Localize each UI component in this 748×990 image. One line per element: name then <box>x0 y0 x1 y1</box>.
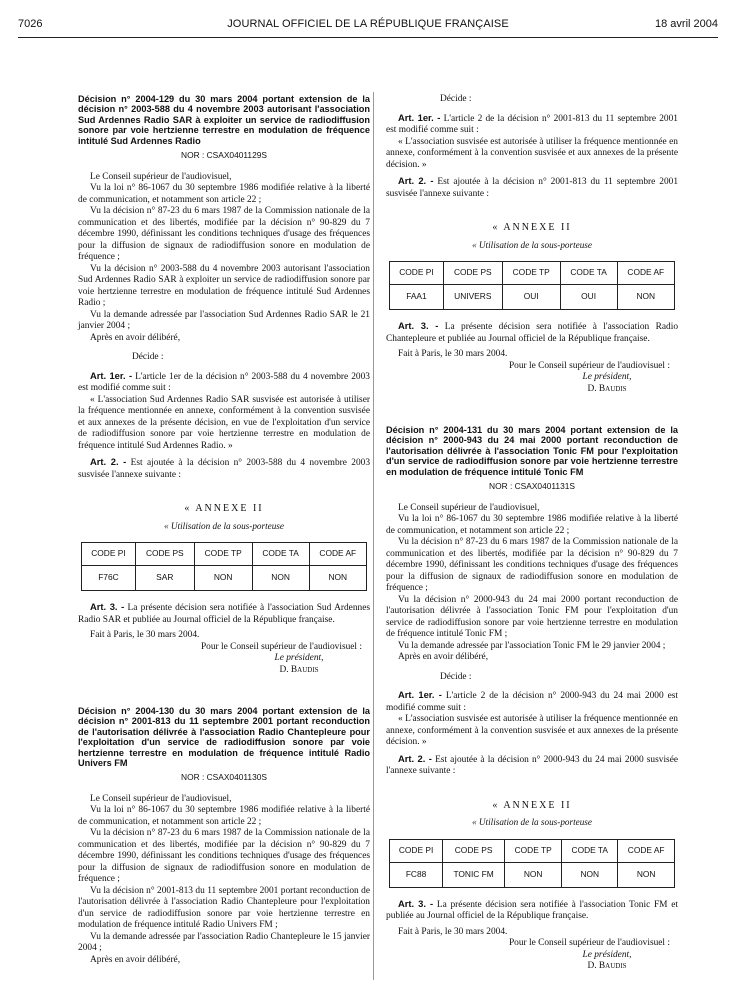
article-1 <box>386 112 678 137</box>
article-2 <box>386 175 678 200</box>
decision-2004-131 <box>386 425 678 973</box>
vu-2: Vu la décision n° 87-23 du 6 mars 1987 de la Commission nationale de la communication et des libertés, modifiée par la décision n° 90-829 du 7 décembre 1990, définissant les conditions techniques d'usage des fréquences pour la diffusion de signaux de radiodiffusion sonore en modulation de fréquence ; <box>386 537 678 594</box>
article-text: L'article 2 de la décision n° 2001-813 du 11 septembre 2001 est modifié comme suit : <box>386 113 678 135</box>
cell: FC88 <box>390 862 443 887</box>
article-label: Art. 1er. - <box>90 369 133 381</box>
cell: F76C <box>82 566 136 591</box>
intro: Le Conseil supérieur de l'audiovisuel, <box>90 171 232 182</box>
table-row <box>390 862 675 887</box>
vu-4: Vu la demande adressée par l'association Sud Ardennes Radio SAR le 21 janvier 2004 ; <box>78 309 370 332</box>
signature-name: D. Baudis <box>279 664 319 675</box>
deliberation: Après en avoir délibéré, <box>398 652 489 663</box>
col-header: CODE TA <box>562 839 618 862</box>
subcarrier-table <box>389 839 675 888</box>
vu-1: Vu la loi n° 86-1067 du 30 septembre 1986 modifiée relative à la liberté de communication, et notamment son article 22 ; <box>78 183 370 205</box>
table-row <box>82 566 367 591</box>
article-label: Art. 1er. - <box>398 111 441 123</box>
decision-2004-129 <box>78 94 370 676</box>
col-header: CODE AF <box>617 262 674 285</box>
article-text: Est ajoutée à la décision n° 2000-943 du 24 mai 2000 susvisée l'annexe suivante : <box>386 754 679 777</box>
signed-place-date: Fait à Paris, le 30 mars 2004. <box>90 630 200 641</box>
cell: OUI <box>502 285 560 310</box>
decision-2004-130 <box>78 706 370 966</box>
article-text: L'article 2 de la décision n° 2000-943 du 24 mai 2000 est modifié comme suit : <box>386 691 678 713</box>
vu-1: Vu la loi n° 86-1067 du 30 septembre 1986 modifiée relative à la liberté de communication, et notamment son article 22 ; <box>78 805 370 827</box>
cell: FAA1 <box>390 285 444 310</box>
annexe-heading: « ANNEXE II <box>492 799 572 811</box>
annexe-heading: « ANNEXE II <box>184 503 264 515</box>
decide: Décide : <box>440 671 472 682</box>
signature-role: Le président, <box>274 653 324 664</box>
col-header: CODE PS <box>135 543 194 566</box>
vu-3: Vu la décision n° 2000-943 du 24 mai 2000 portant reconduction de l'autorisation délivrée à l'association Tonic FM pour l'exploitation d'un service de radiodiffusion sonore par voie hertzienne terrestre en modulation de fréquence intitulé Tonic FM ; <box>386 594 678 640</box>
signature-council: Pour le Conseil supérieur de l'audiovisuel : <box>200 641 362 652</box>
cell: UNIVERS <box>443 285 502 310</box>
cell: NON <box>309 566 366 591</box>
subcarrier-table <box>81 542 367 591</box>
nor-reference: NOR : CSAX0401129S <box>181 150 267 161</box>
deliberation: Après en avoir délibéré, <box>90 332 181 343</box>
article-1-quote: « L'association Sud Ardennes Radio SAR susvisée est autorisée à utiliser la fréquence mentionnée en annexe, conformément à la convention susvisée et aux annexes de la présente décision, en vue de l'exploitation d'un service de radiodiffusion sonore par voie hertzienne terrestre en modulation de fréquence intitulé Sud Ardennes Radio. » <box>78 394 370 451</box>
signature-council: Pour le Conseil supérieur de l'audiovisuel : <box>508 938 670 949</box>
article-label: Art. 3. - <box>398 897 434 909</box>
article-3 <box>386 320 678 345</box>
signed-place-date: Fait à Paris, le 30 mars 2004. <box>398 926 508 937</box>
col-header: CODE PI <box>390 262 444 285</box>
col-header: CODE AF <box>309 543 366 566</box>
vu-3: Vu la décision n° 2001-813 du 11 septembre 2001 portant reconduction de l'autorisation délivrée à l'association Radio Chantepleure pour l'exploitation d'un service de radiodiffusion sonore par voie hertzienne terrestre en modulation de fréquence intitulé Radio Univers FM ; <box>78 885 370 931</box>
article-2 <box>386 753 678 778</box>
vu-2: Vu la décision n° 87-23 du 6 mars 1987 de la Commission nationale de la communication et des libertés, modifiée par la décision n° 90-829 du 7 décembre 1990, définissant les conditions techniques d'usage des fréquences pour la diffusion de signaux de radiodiffusion sonore en modulation de fréquence ; <box>78 206 370 263</box>
decision-title: Décision n° 2004-129 du 30 mars 2004 portant extension de la décision n° 2003-588 du 4 novembre 2003 autorisant l'association Sud Ardennes Radio SAR à exploiter un service de radiodiffusion sonore par voie hertzienne terrestre en modulation de fréquence intitulé Sud Ardennes Radio <box>78 94 370 146</box>
intro: Le Conseil supérieur de l'audiovisuel, <box>398 502 540 513</box>
decide: Décide : <box>440 94 472 104</box>
cell: NON <box>618 862 675 887</box>
cell: NON <box>194 566 252 591</box>
decision-title: Décision n° 2004-130 du 30 mars 2004 portant extension de la décision n° 2001-813 du 11 septembre 2001 portant reconduction de l'autorisation délivrée à l'association Radio Chantepleure pour l'exploitation d'un service de radiodiffusion sonore par voie hertzienne terrestre en modulation de fréquence intitulé Radio Univers FM <box>78 706 370 769</box>
table-header-row <box>390 262 675 285</box>
col-header: CODE PI <box>390 839 443 862</box>
col-header: CODE TP <box>194 543 252 566</box>
right-column <box>386 94 678 973</box>
article-1 <box>386 689 678 714</box>
article-label: Art. 3. - <box>398 320 439 331</box>
decision-2004-130-continued <box>386 94 678 395</box>
col-header: CODE PS <box>443 262 502 285</box>
annexe-subtitle: « Utilisation de la sous-porteuse <box>472 239 592 250</box>
cell: OUI <box>560 285 617 310</box>
article-label: Art. 1er. - <box>398 689 442 701</box>
intro: Le Conseil supérieur de l'audiovisuel, <box>90 793 232 804</box>
annexe-subtitle: « Utilisation de la sous-porteuse <box>164 520 284 531</box>
col-header: CODE AF <box>618 839 675 862</box>
col-header: CODE TA <box>252 543 309 566</box>
page-number: 7026 <box>18 18 43 30</box>
signed-place-date: Fait à Paris, le 30 mars 2004. <box>398 349 508 359</box>
cell: NON <box>617 285 674 310</box>
cell: NON <box>562 862 618 887</box>
annexe-subtitle: « Utilisation de la sous-porteuse <box>472 817 592 828</box>
vu-3: Vu la décision n° 2003-588 du 4 novembre 2003 autorisant l'association Sud Ardennes Radio SAR à exploiter un service de radiodiffusion sonore par voie hertzienne terrestre en modulation de fréquence intitulé Sud Ardennes Radio ; <box>78 263 370 309</box>
col-header: CODE PS <box>443 839 505 862</box>
vu-4: Vu la demande adressée par l'association Tonic FM le 29 janvier 2004 ; <box>398 640 666 651</box>
issue-date: 18 avril 2004 <box>655 18 718 30</box>
signature-role: Le président, <box>582 949 632 960</box>
header-rule <box>18 37 718 38</box>
article-1-quote: « L'association susvisée est autorisée à utiliser la fréquence mentionnée en annexe, conformément à la convention susvisée et aux annexes de la présente décision. » <box>386 714 678 748</box>
table-row <box>390 285 675 310</box>
article-text: La présente décision sera notifiée à l'association Tonic FM et publiée au Journal officiel de la République française. <box>386 899 679 922</box>
article-text: Est ajoutée à la décision n° 2001-813 du 11 septembre 2001 susvisée l'annexe suivante : <box>386 177 679 199</box>
col-header: CODE PI <box>82 543 136 566</box>
nor-reference: NOR : CSAX0401131S <box>489 481 575 492</box>
cell: NON <box>505 862 562 887</box>
nor-reference: NOR : CSAX0401130S <box>181 772 267 783</box>
article-text: La présente décision sera notifiée à l'association Sud Ardennes Radio SAR et publiée au Journal officiel de la République française. <box>78 603 370 625</box>
table-header-row <box>82 543 367 566</box>
col-header: CODE TA <box>560 262 617 285</box>
cell: SAR <box>135 566 194 591</box>
article-3 <box>78 601 370 626</box>
article-label: Art. 2. - <box>90 456 127 468</box>
signature-council: Pour le Conseil supérieur de l'audiovisuel : <box>508 360 670 371</box>
article-2 <box>78 456 370 481</box>
page-header <box>18 18 718 34</box>
article-label: Art. 2. - <box>398 175 434 186</box>
annexe-heading: « ANNEXE II <box>492 222 572 233</box>
article-label: Art. 2. - <box>398 752 432 764</box>
signature-name: D. Baudis <box>587 961 627 972</box>
subcarrier-table <box>389 261 675 310</box>
decide: Décide : <box>132 352 164 363</box>
article-text: L'article 1er de la décision n° 2003-588 du 4 novembre 2003 est modifié comme suit : <box>78 371 370 394</box>
journal-title: JOURNAL OFFICIEL DE LA RÉPUBLIQUE FRANÇAISE <box>227 18 509 30</box>
article-1 <box>78 370 370 395</box>
article-label: Art. 3. - <box>90 601 125 613</box>
column-divider <box>373 92 374 980</box>
col-header: CODE TP <box>505 839 562 862</box>
decision-title: Décision n° 2004-131 du 30 mars 2004 portant extension de la décision n° 2000-943 du 24 mai 2000 portant reconduction de l'autorisation délivrée à l'association Tonic FM pour l'exploitation d'un service de radiodiffusion sonore par voie hertzienne terrestre en modulation de fréquence intitulé Tonic FM <box>386 425 678 477</box>
article-3 <box>386 898 678 923</box>
table-header-row <box>390 839 675 862</box>
article-1-quote: « L'association susvisée est autorisée à utiliser la fréquence mentionnée en annexe, conformément à la convention susvisée et aux annexes de la présente décision. » <box>386 136 678 170</box>
cell: NON <box>252 566 309 591</box>
article-text: La présente décision sera notifiée à l'association Radio Chantepleure et publiée au Journal officiel de la République française. <box>386 322 679 344</box>
vu-1: Vu la loi n° 86-1067 du 30 septembre 1986 modifiée relative à la liberté de communication, et notamment son article 22 ; <box>386 514 678 536</box>
vu-4: Vu la demande adressée par l'association Radio Chantepleure le 15 janvier 2004 ; <box>78 931 370 954</box>
col-header: CODE TP <box>502 262 560 285</box>
vu-2: Vu la décision n° 87-23 du 6 mars 1987 de la Commission nationale de la communication et des libertés, modifiée par la décision n° 90-829 du 7 décembre 1990, définissant les conditions techniques d'usage des fréquences pour la diffusion de signaux de radiodiffusion sonore en modulation de fréquence ; <box>78 828 370 885</box>
left-column <box>78 94 370 966</box>
deliberation: Après en avoir délibéré, <box>90 954 181 965</box>
article-text: Est ajoutée à la décision n° 2003-588 du 4 novembre 2003 susvisée l'annexe suivante : <box>78 458 371 480</box>
signature-role: Le président, <box>582 372 632 382</box>
cell: TONIC FM <box>443 862 505 887</box>
signature-name: D. Baudis <box>587 383 627 394</box>
